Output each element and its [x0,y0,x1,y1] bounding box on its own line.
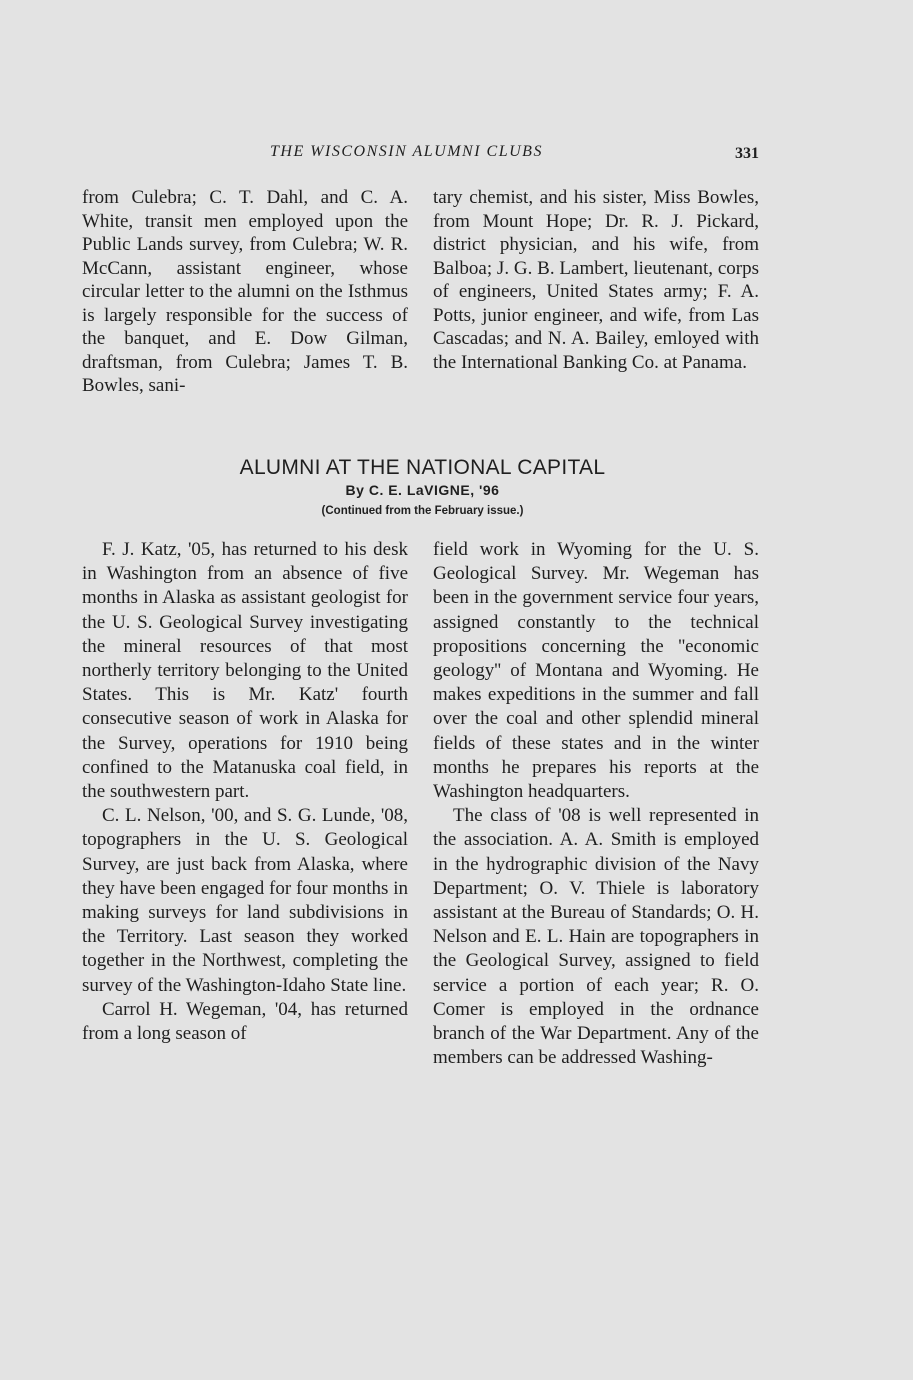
paragraph: field work in Wyoming for the U. S. Geological Survey. Mr. Wegeman has been in the government service four years, assigned constantly to the technical propositions concerning the ''economic geology'' of Montana and Wyoming. He makes expeditions in the summer and fall over the coal and other splendid mineral fields of these states and in the winter months he prepares his reports at the Washington headquarters. [433,539,759,803]
paragraph: C. L. Nelson, '00, and S. G. Lunde, '08, topographers in the U. S. Geological Survey, are just back from Alaska, where they have been engaged for four months in making surveys for land subdivisions in the Territory. Last season they worked together in the Northwest, completing the survey of the Washington-Idaho State line. [82,805,408,996]
bottom-right-column [433,538,759,1070]
running-head: THE WISCONSIN ALUMNI CLUBS [270,143,543,160]
top-left-column [82,186,408,398]
paragraph: Carrol H. Wegeman, '04, has returned from a long season of [82,998,408,1045]
paragraph: F. J. Katz, '05, has returned to his desk in Washington from an absence of five months in Alaska as assistant geologist for the U. S. Geological Survey investigating the mineral resources of that most northerly territory belonging to the United States. This is Mr. Katz' fourth consecutive season of work in Alaska for the Survey, operations for 1910 being confined to the Matanuska coal field, in the southwestern part. [82,539,408,803]
page-number: 331 [735,145,759,162]
paragraph: from Culebra; C. T. Dahl, and C. A. White, transit men employed upon the Public Lands survey, from Culebra; W. R. McCann, assistant engineer, whose circular letter to the alumni on the Isthmus is largely responsible for the success of the banquet, and E. Dow Gilman, draftsman, from Culebra; James T. B. Bowles, sani- [82,187,408,396]
paragraph: tary chemist, and his sister, Miss Bowles, from Mount Hope; Dr. R. J. Pickard, district physician, and his wife, from Balboa; J. G. B. Lambert, lieutenant, corps of engineers, United States army; F. A. Potts, junior engineer, and wife, from Las Cascadas; and N. A. Bailey, emloyed with the International Banking Co. at Panama. [433,187,759,373]
article-title: ALUMNI AT THE NATIONAL CAPITAL [239,456,606,479]
byline: By C. E. LaVIGNE, '96 [345,482,500,498]
bottom-left-column [82,538,408,1046]
continued-note: (Continued from the February issue.) [321,505,524,517]
top-right-column [433,186,759,374]
paragraph: The class of '08 is well represented in the association. A. A. Smith is employed in the hydrographic division of the Navy Department; O. V. Thiele is laboratory assistant at the Bureau of Standards; O. H. Nelson and E. L. Hain are topographers in the Geological Survey, assigned to field service a portion of each year; R. O. Comer is employed in the ordnance branch of the War Department. Any of the members can be addressed Washing- [433,805,759,1069]
